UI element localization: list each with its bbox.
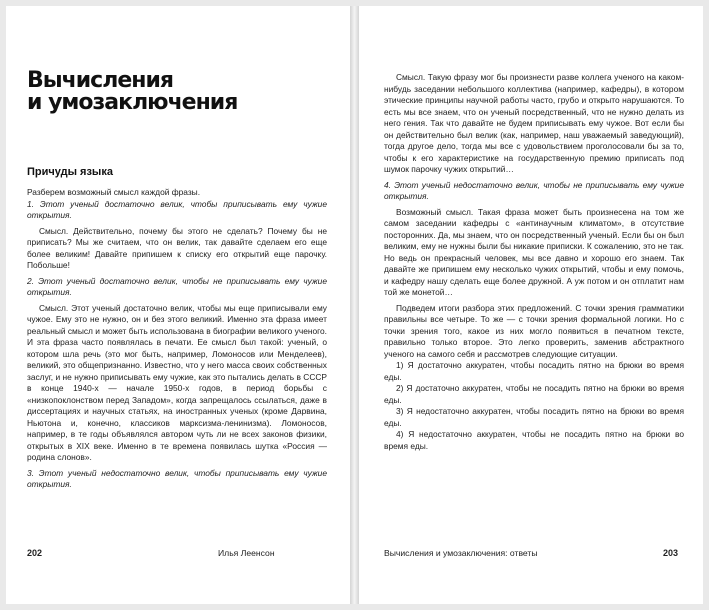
paragraph: Смысл. Действительно, почему бы этого не сделать? Почему бы не приписать? Мы же считаем, что он велик, так давайте сделаем его еще более великим! Давайте припишем к списку его открытий еще парочку. Побольше! — [27, 225, 327, 270]
paragraph: Смысл. Такую фразу мог бы произнести разве коллега ученого на каком-нибудь заседании небольшого коллектива (например, кафедры), в котором этические принципы научной работы часто, грубо и открыто нарушаются. То есть мы все знаем, что он ученый посредственный, что не нужно делать из него гения. Так что давайте не будем приписывать ему чужое. Вот если бы он действительно был велик (как, например, наш уважаемый заведующий), тогда другое дело, тогда мы все с удовольствием проголосовали бы за то, чтобы к его характеристике на государственную премию приписать под шумок парочку чужих открытий… — [384, 72, 684, 174]
page-number-left: 202 — [27, 548, 43, 558]
chapter-title-line-2: и умозаключения — [27, 90, 238, 115]
gutter — [350, 6, 359, 604]
phrase-1: 1. Этот ученый достаточно велик, чтобы приписывать ему чужие открытия. — [27, 198, 327, 220]
running-footer-left: Илья Леенсон — [218, 548, 275, 558]
list-item: 1) Я достаточно аккуратен, чтобы посадить пятно на брюки во время еды. — [384, 360, 684, 382]
right-page — [359, 6, 703, 604]
phrase-2: 2. Этот ученый достаточно велик, чтобы не приписывать ему чужие открытия. — [27, 275, 327, 297]
list-item: 4) Я недостаточно аккуратен, чтобы не посадить пятно на брюки во время еды. — [384, 429, 684, 451]
right-page-body — [384, 72, 684, 452]
phrase-4: 4. Этот ученый недостаточно велик, чтобы не приписывать ему чужие открытия. — [384, 179, 684, 201]
paragraph: Разберем возможный смысл каждой фразы. — [27, 187, 201, 197]
running-footer-right: Вычисления и умозаключения: ответы — [384, 548, 538, 558]
paragraph: Возможный смысл. Такая фраза может быть произнесена на том же самом заседании кафедры с «антинаучным климатом», в отсутствие посторонних. Да, мы знаем, что он посредственный ученый. Если бы он был великим, ему не нужны были бы никакие приписки. К сожалению, это не так. Но ведь он прекрасный человек, мы все давно и хорошо его знаем. Так давайте же припишем ему несколько чужих открытий, чтобы и ему помочь, и кафедру нашу сделать еще более дружной. А уж потом и он отплатит нам той же монетой… — [384, 206, 684, 297]
left-page — [6, 6, 350, 604]
paragraph: Подведем итоги разбора этих предложений. С точки зрения грамматики правильны все четыре. То же — с точки зрения формальной логики. Но с точки зрения того, какое из них могло появиться в печатном тексте, правильно только второе. Это легко проверить, заменив абстрактного ученого на самого себя и рассмотрев следующие ситуации. — [384, 302, 684, 359]
chapter-title — [27, 70, 327, 114]
paragraph: Смысл. Этот ученый достаточно велик, чтобы мы еще приписывали ему чужое. Ему это не нужно, он и без этого великий. Именно эта фраза имеет реальный смысл и может быть использована в биографии великого ученого. И эта фраза часто появлялась в печати. Ее смысл был такой: ученый, о котором шла речь (это мог быть, например, Ломоносов или Менделеев), великий, это общепризнанно. Известно, что у него масса своих собственных заслуг, и не нужно приписывать ему чужие, как это пытались делать в СССР в конце 1940-х — начале 1950-х годов, в период борьбы с «низкопоклонством перед Западом», когда запрещалось ссылаться, даже в диссертациях и научных статьях, на иностранных ученых (кроме Дарвина, Ньютона и, конечно, классиков марксизма-ленинизма). Ломоносов, например, в те годы объявлялся автором чуть ли не всех законов физики, открытых в XIX веке. Именно в те времена появилась шутка «Россия — родина слонов». — [27, 302, 327, 462]
list-item: 2) Я достаточно аккуратен, чтобы не посадить пятно на брюки во время еды. — [384, 383, 684, 405]
left-page-body — [27, 187, 327, 491]
section-title: Причуды языка — [27, 166, 113, 178]
page-number-right: 203 — [663, 548, 679, 558]
list-item: 3) Я недостаточно аккуратен, чтобы посадить пятно на брюки во время еды. — [384, 406, 684, 428]
chapter-title-line-1: Вычисления — [27, 68, 173, 93]
phrase-3: 3. Этот ученый недостаточно велик, чтобы приписывать ему чужие открытия. — [27, 467, 327, 489]
